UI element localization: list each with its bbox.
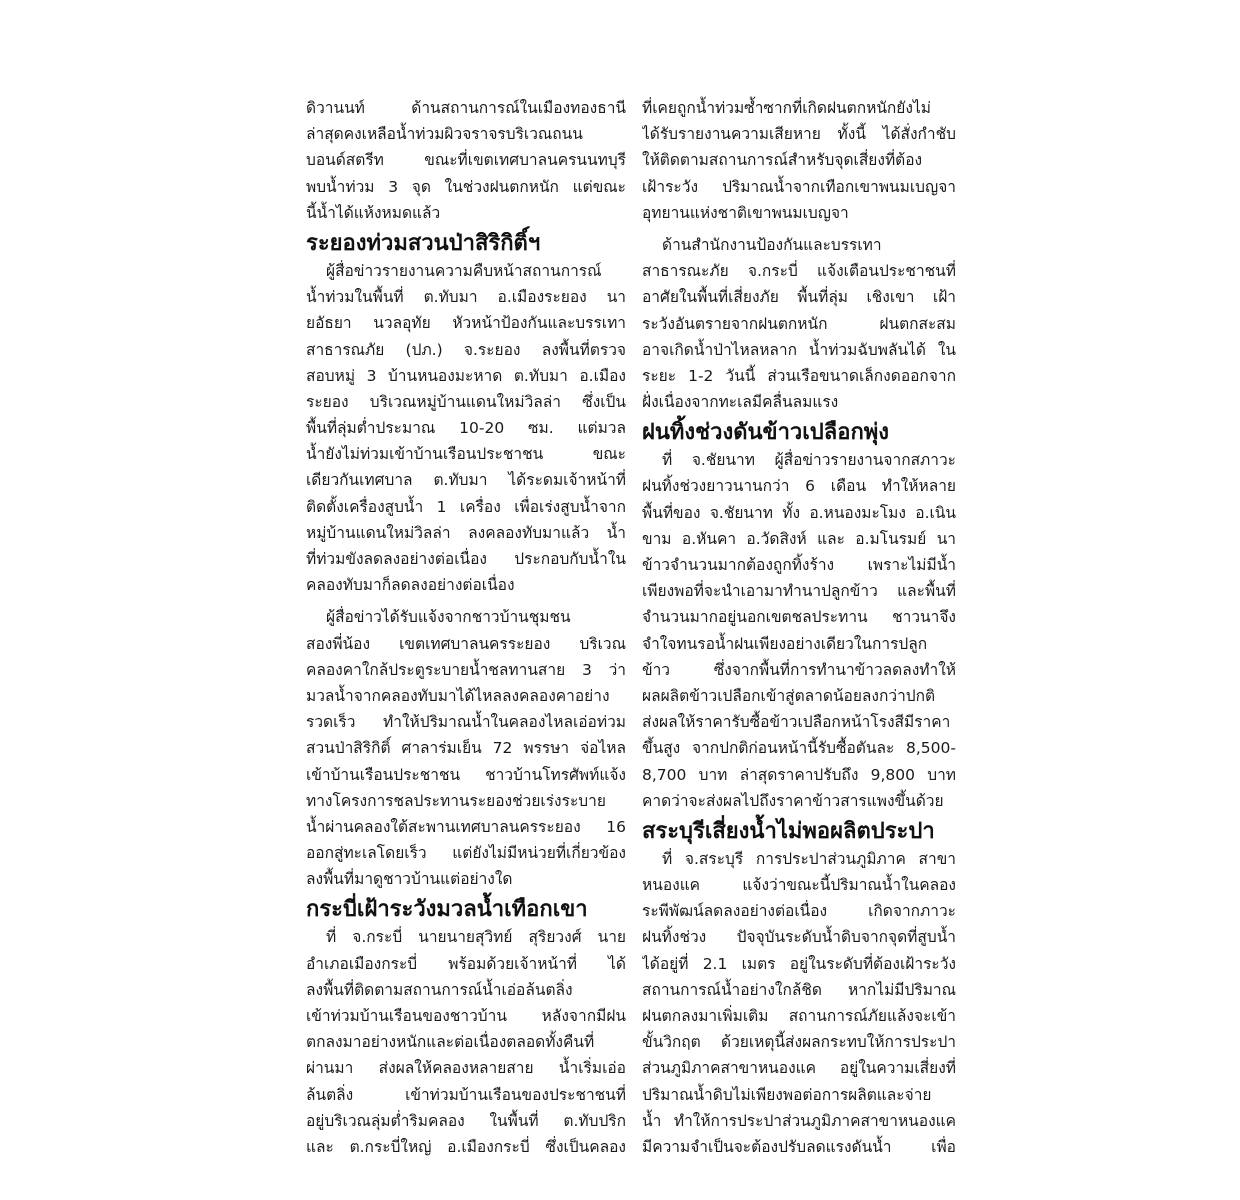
body-text-line: หมู่บ้านแดนใหม่วิลล่า ลงคลองทับมาแล้ว น้ำ (306, 523, 626, 542)
body-text-line: ติดตั้งเครื่องสูบน้ำ 1 เครื่อง เพื่อเร่งสูบน้ำจาก (306, 497, 626, 516)
body-text-line: เฝ้าระวัง ปริมาณน้ำจากเทือกเขาพนมเบญจา (642, 177, 956, 196)
body-text-line: และ ต.กระบี่ใหญ่ อ.เมืองกระบี่ ซึ่งเป็นคลอง (306, 1137, 626, 1156)
body-text-line: สอบหมู่ 3 บ้านหนองมะหาด ต.ทับมา อ.เมือง (306, 366, 626, 385)
body-text-line: ผู้สื่อข่าวรายงานความคืบหน้าสถานการณ์ (326, 261, 602, 280)
section-heading: กระบี่เฝ้าระวังมวลน้ำเทือกเขา (306, 896, 588, 922)
body-text-line: ที่ จ.กระบี่ นายนายสุวิทย์ สุริยวงศ์ นาย (326, 928, 626, 947)
body-text-line: ด้านสำนักงานป้องกันและบรรเทา (662, 235, 882, 254)
body-text-line: มีความจำเป็นจะต้องปรับลดแรงดันน้ำ เพื่อ (642, 1137, 956, 1156)
body-text-line: ทางโครงการชลประทานระยองช่วยเร่งระบาย (306, 791, 606, 810)
left-column (306, 95, 626, 1160)
body-text-line: ดิวานนท์ ด้านสถานการณ์ในเมืองทองธานี (306, 99, 626, 117)
body-text-line: ยอัธยา นวลอุทัย หัวหน้าป้องกันและบรรเทา (306, 314, 626, 333)
body-text-line: อยู่บริเวณลุ่มต่ำริมคลอง ในพื้นที่ ต.ทับปริก (306, 1111, 626, 1130)
body-text-line: เข้าบ้านเรือนประชาชน ชาวบ้านโทรศัพท์แจ้ง (306, 765, 626, 784)
body-text-line: ฝนตกลงมาเพิ่มเติม สถานการณ์ภัยแล้งจะเข้า (642, 1007, 956, 1025)
body-text-line: พื้นที่ของ จ.ชัยนาท ทั้ง อ.หนองมะโมง อ.เนิน (642, 503, 956, 522)
body-text-line: น้ำยังไม่ท่วมเข้าบ้านเรือนประชาชน ขณะ (306, 445, 626, 464)
body-text-line: คาดว่าจะส่งผลไปถึงราคาข้าวสารแพงขึ้นด้วย (642, 791, 944, 810)
body-text-line: ฝั่งเนื่องจากทะเลมีคลื่นลมแรง (642, 393, 839, 412)
body-text-line: ข้าวจำนวนมากต้องถูกทิ้งร้าง เพราะไม่มีน้ำ (642, 556, 956, 574)
body-text-line: ฝนทิ้งช่วงยาวนานกว่า 6 เดือน ทำให้หลาย (642, 477, 956, 496)
body-text-line: ผลผลิตข้าวเปลือกเข้าสู่ตลาดน้อยลงกว่าปกติ (642, 686, 936, 705)
section-heading: ฝนทิ้งช่วงดันข้าวเปลือกพุ่ง (642, 419, 890, 445)
body-text-line: 8,700 บาท ล่าสุดราคาปรับถึง 9,800 บาท (642, 765, 956, 784)
body-text-line: ที่ จ.ชัยนาท ผู้สื่อข่าวรายงานจากสภาวะ (662, 451, 956, 470)
body-text-line: ระพีพัฒน์ลดลงอย่างต่อเนื่อง เกิดจากภาวะ (642, 902, 956, 921)
body-text-line: ให้ติดตามสถานการณ์สำหรับจุดเสี่ยงที่ต้อง (642, 151, 923, 170)
body-text-line: จำนวนมากอยู่นอกเขตชลประทาน ชาวนาจึง (642, 608, 956, 627)
body-text-line: ระวังอันตรายจากฝนตกหนัก ฝนตกสะสม (642, 314, 956, 333)
body-text-line: บอนด์สตรีท ขณะที่เขตเทศบาลนครนนทบุรี (306, 151, 626, 170)
body-text-line: ลงพื้นที่ติดตามสถานการณ์น้ำเอ่อล้นตลิ่ง (306, 980, 573, 999)
body-text-line: ขั้นวิกฤต ด้วยเหตุนี้ส่งผลกระทบให้การประปา (642, 1033, 956, 1052)
body-text-line: สาธารณะภัย จ.กระบี่ แจ้งเตือนประชาชนที่ (642, 262, 956, 281)
body-text-line: นี้น้ำได้แห้งหมดแล้ว (306, 203, 441, 222)
body-text-line: ตกลงมาอย่างหนักและต่อเนื่องตลอดทั้งคืนที่ (306, 1033, 595, 1052)
body-text-line: อำเภอเมืองกระบี่ พร้อมด้วยเจ้าหน้าที่ ได้ (306, 954, 626, 973)
right-column (642, 95, 956, 1160)
body-text-line: หนองแค แจ้งว่าขณะนี้ปริมาณน้ำในคลอง (642, 876, 956, 895)
body-text-line: ที่ จ.สระบุรี การประปาส่วนภูมิภาค สาขา (662, 849, 956, 868)
body-text-line: พบน้ำท่วม 3 จุด ในช่วงฝนตกหนัก แต่ขณะ (306, 177, 626, 196)
body-text-line: เข้าท่วมบ้านเรือนของชาวบ้าน หลังจากมีฝน (306, 1007, 626, 1025)
body-text-line: น้ำท่วมในพื้นที่ ต.ทับมา อ.เมืองระยอง นา (306, 288, 626, 307)
section-heading: ระยองท่วมสวนป่าสิริกิติ์ฯ (306, 229, 541, 255)
body-text-line: ล่าสุดคงเหลือน้ำท่วมผิวจราจรบริเวณถนน (306, 125, 583, 144)
body-text-line: ลงพื้นที่มาดูชาวบ้านแต่อย่างใด (306, 870, 513, 889)
body-text-line: คลองทับมาก็ลดลงอย่างต่อเนื่อง (306, 576, 515, 595)
body-text-line: ที่ท่วมขังลดลงอย่างต่อเนื่อง ประกอบกับน้ำใน (306, 550, 626, 568)
body-text-line: น้ำผ่านคลองใต้สะพานเทศบาลนครระยอง 16 (306, 817, 626, 836)
body-text-line: ผ่านมา ส่งผลให้คลองหลายสาย น้ำเริ่มเอ่อ (306, 1059, 626, 1078)
body-text-line: เดียวกันเทศบาล ต.ทับมา ได้ระดมเจ้าหน้าที่ (306, 471, 626, 490)
body-text-line: ได้รับรายงานความเสียหาย ทั้งนี้ ได้สั่งกำชับ (642, 125, 956, 144)
body-text-line: ขาม อ.หันคา อ.วัดสิงห์ และ อ.มโนรมย์ นา (642, 529, 956, 548)
body-text-line: ระยะ 1-2 วันนี้ ส่วนเรือขนาดเล็กงดออกจาก (642, 366, 956, 385)
body-text-line: ล้นตลิ่ง เข้าท่วมบ้านเรือนของประชาชนที่ (306, 1085, 626, 1104)
body-text-line: รวดเร็ว ทำให้ปริมาณน้ำในคลองไหลเอ่อท่วม (306, 713, 626, 732)
section-heading: สระบุรีเสี่ยงน้ำไม่พอผลิตประปา (642, 817, 935, 843)
body-text-line: สองพี่น้อง เขตเทศบาลนครระยอง บริเวณ (306, 634, 626, 653)
body-text-line: เพียงพอที่จะนำเอามาทำนาปลูกข้าว และพื้นที่ (642, 582, 956, 601)
body-text-line: สวนป่าสิริกิติ์ ศาลาร่มเย็น 72 พรรษา จ่อไหล (306, 739, 626, 758)
body-text-line: สถานการณ์น้ำอย่างใกล้ชิด หากไม่มีปริมาณ (642, 980, 956, 999)
body-text-line: อาจเกิดน้ำป่าไหลหลาก น้ำท่วมฉับพลันได้ ใน (642, 340, 956, 359)
body-text-line: อาศัยในพื้นที่เสี่ยงภัย พื้นที่ลุ่ม เชิงเขา เฝ้า (642, 288, 956, 307)
body-text-line: ที่เคยถูกน้ำท่วมซ้ำซากที่เกิดฝนตกหนักยังไม่ (642, 99, 931, 117)
body-text-line: น้ำ ทำให้การประปาส่วนภูมิภาคสาขาหนองแค (642, 1111, 956, 1130)
body-text-line: ผู้สื่อข่าวได้รับแจ้งจากชาวบ้านชุมชน (326, 608, 571, 627)
body-text-line: คลองคาใกล้ประตูระบายน้ำชลทานสาย 3 ว่า (306, 660, 626, 679)
body-text-line: อุทยานแห่งชาติเขาพนมเบญจา (642, 203, 849, 222)
body-text-line: ฝนทิ้งช่วง ปัจจุบันระดับน้ำดิบจากจุดที่สูบน้ำ (642, 928, 956, 947)
body-text-line: จำใจทนรอน้ำฝนเพียงอย่างเดียวในการปลูก (642, 634, 928, 653)
body-text-line: ส่งผลให้ราคารับซื้อข้าวเปลือกหน้าโรงสีมีราคา (642, 713, 951, 732)
body-text-line: ข้าว ซึ่งจากพื้นที่การทำนาข้าวลดลงทำให้ (642, 660, 956, 679)
body-text-line: มวลน้ำจากคลองทับมาได้ไหลลงคลองคาอย่าง (306, 686, 610, 705)
body-text-line: พื้นที่ลุ่มต่ำประมาณ 10-20 ซม. แต่มวล (306, 419, 626, 438)
body-text-line: ได้อยู่ที่ 2.1 เมตร อยู่ในระดับที่ต้องเฝ้าระวัง (642, 954, 956, 973)
body-text-line: ปริมาณน้ำดิบไม่เพียงพอต่อการผลิตและจ่าย (642, 1085, 932, 1104)
body-text-line: ส่วนภูมิภาคสาขาหนองแค อยู่ในความเสี่ยงที่ (642, 1059, 956, 1078)
body-text-line: ขึ้นสูง จากปกติก่อนหน้านี้รับซื้อตันละ 8,500- (642, 739, 956, 758)
body-text-line: ออกสู่ทะเลโดยเร็ว แต่ยังไม่มีหน่วยที่เกี่ยวข้อง (306, 844, 626, 863)
body-text-line: ระยอง บริเวณหมู่บ้านแดนใหม่วิลล่า ซึ่งเป็น (306, 392, 626, 411)
body-text-line: สาธารณภัย (ปภ.) จ.ระยอง ลงพื้นที่ตรวจ (306, 340, 626, 359)
